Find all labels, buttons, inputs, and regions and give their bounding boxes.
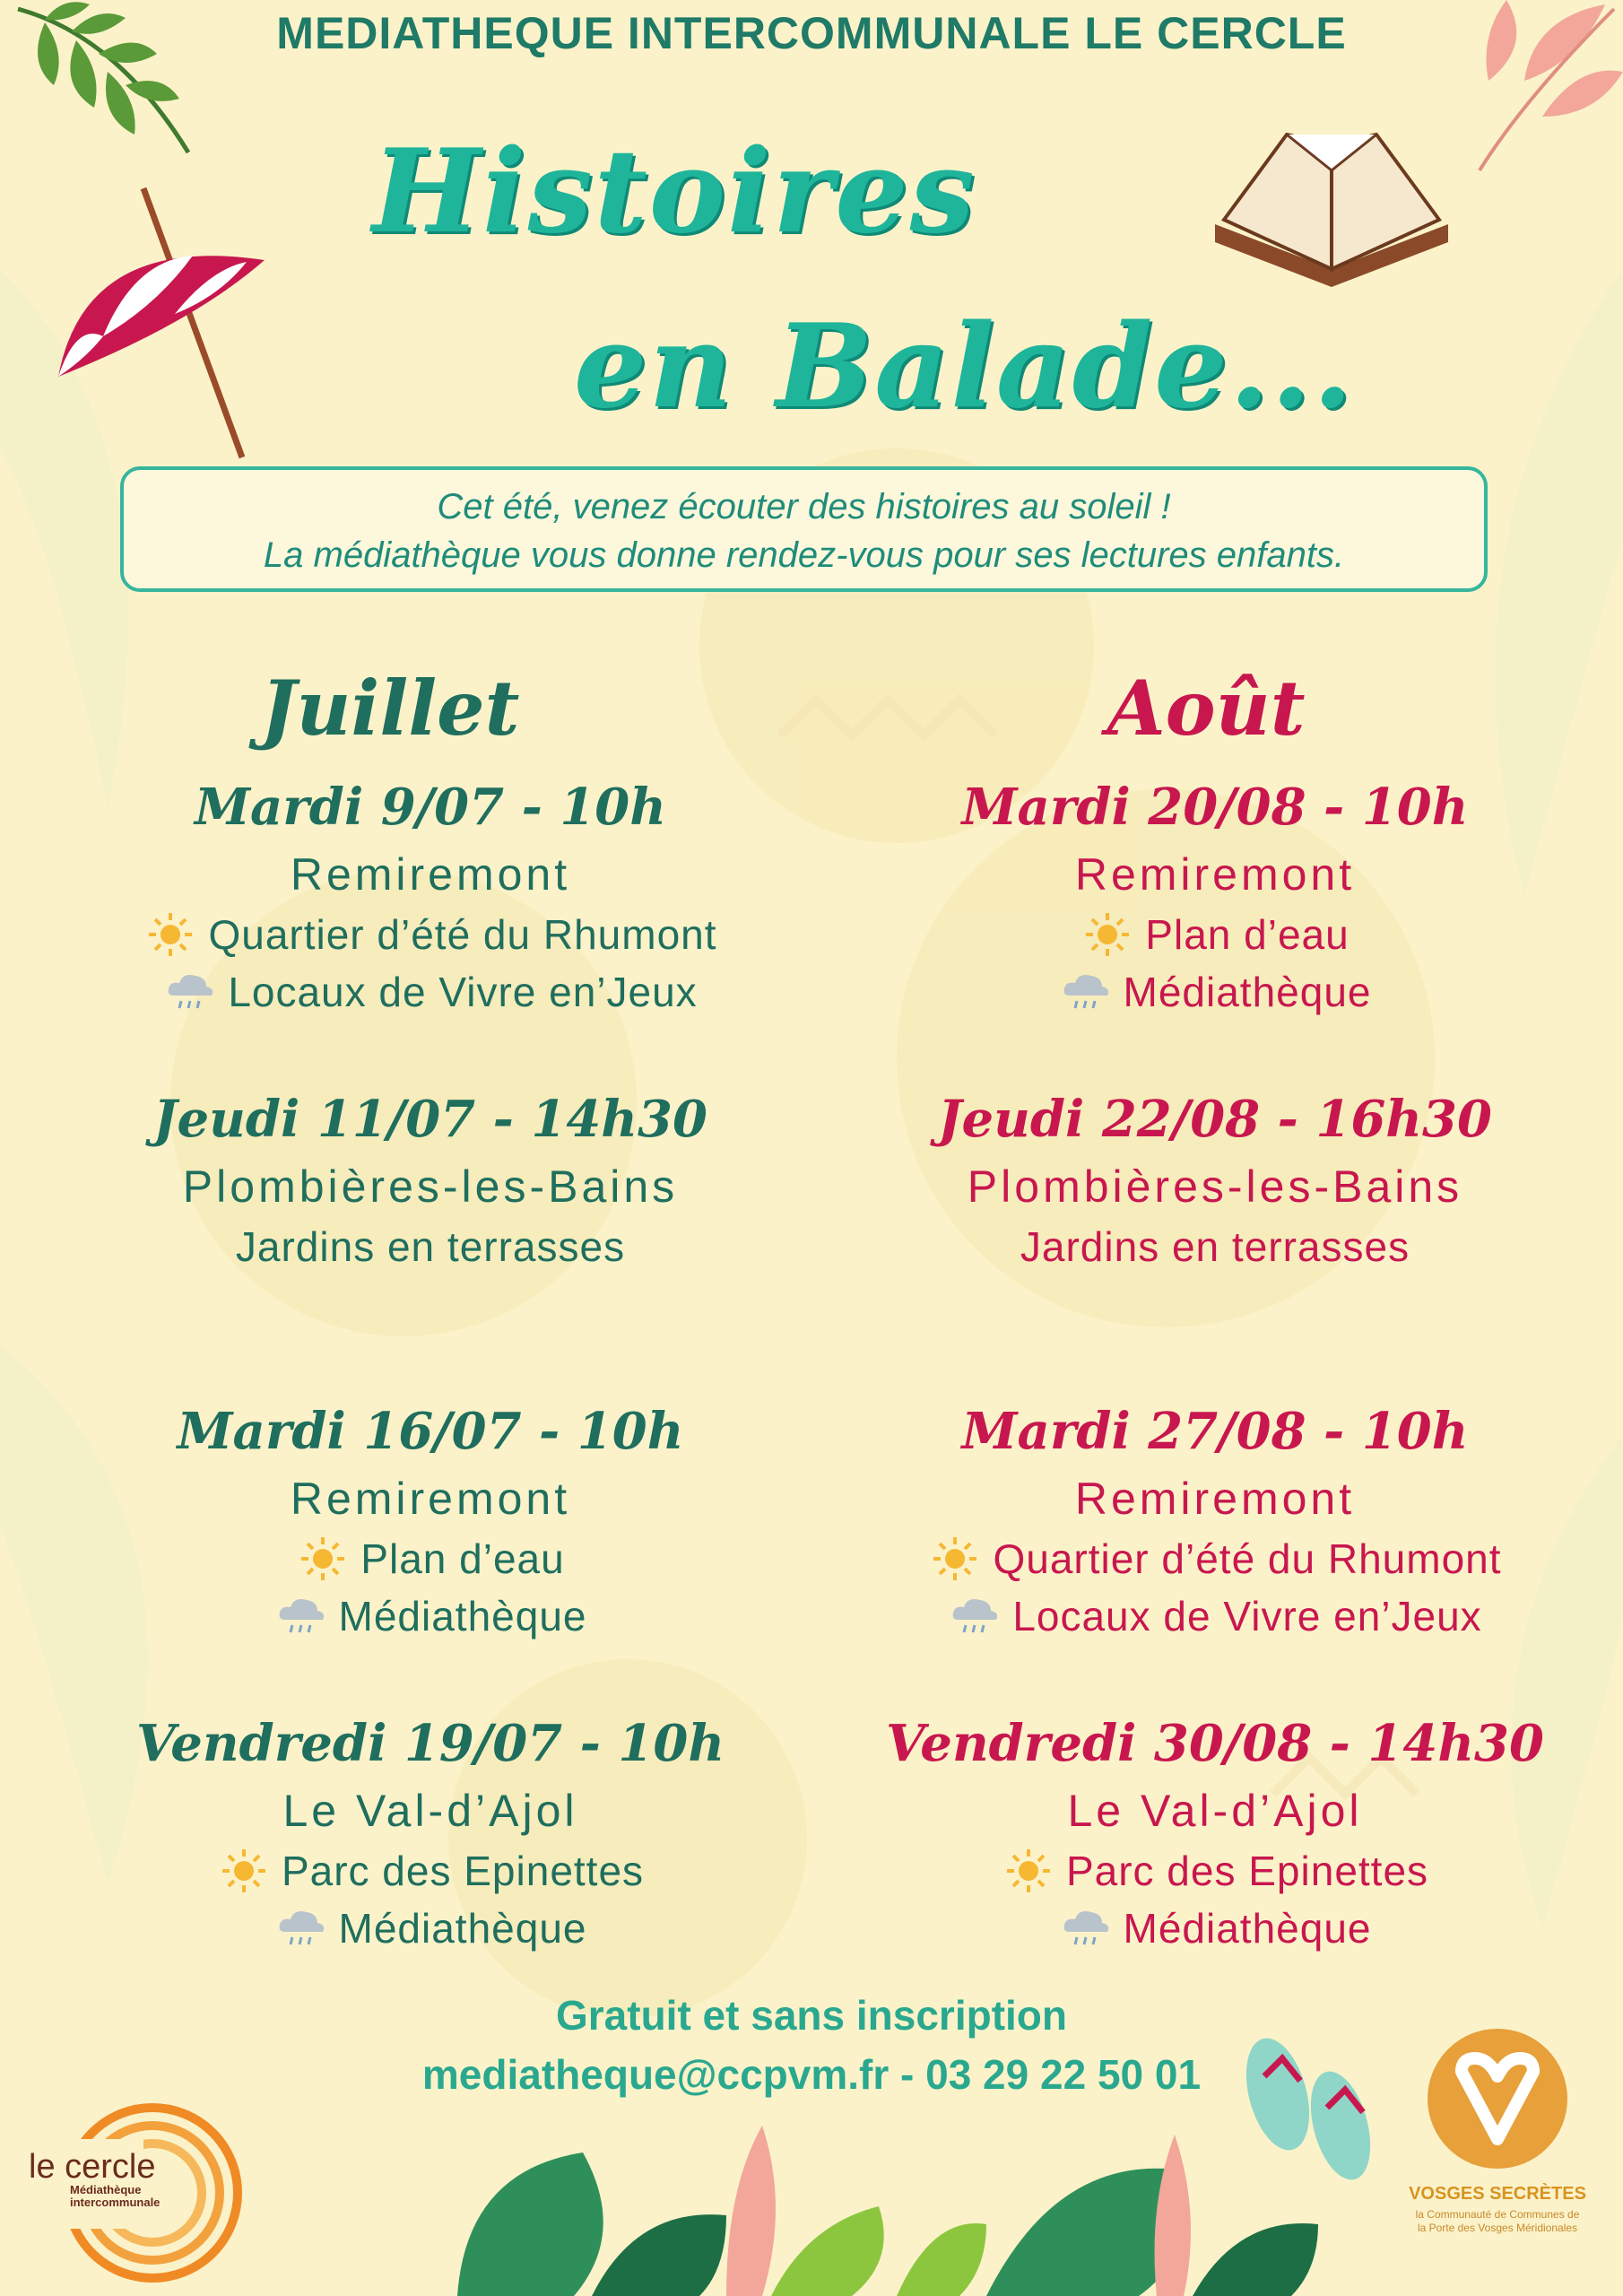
month-title: Août: [1107, 664, 1306, 752]
event-sunny-location: [812, 1842, 1619, 1900]
monstera-leaves-icon: [430, 2117, 1372, 2296]
month-column-july: [27, 646, 834, 2020]
event-card: [812, 1708, 1619, 2020]
event-town: Remiremont: [1074, 849, 1356, 900]
vosges-sub-line1: la Communauté de Communes de: [1415, 2208, 1580, 2221]
event-town: Plombières-les-Bains: [967, 1161, 1463, 1212]
sunny-location-text: Quartier d’été du Rhumont: [993, 1535, 1502, 1582]
event-rainy-location: [812, 1900, 1619, 1957]
le-cercle-logo-sub: [70, 2184, 160, 2209]
event-date: Mardi 27/08 - 10h: [961, 1402, 1469, 1461]
event-card: [812, 771, 1619, 1083]
sun-icon: [928, 1535, 982, 1582]
month-column-august: [812, 646, 1619, 2020]
event-card: [812, 1396, 1619, 1708]
rainy-location-text: Médiathèque: [1123, 969, 1372, 1015]
vosges-secretes-name: VOSGES SECRÈTES: [1409, 2184, 1586, 2204]
beach-umbrella-icon: [49, 179, 318, 466]
event-card: [27, 771, 834, 1083]
sunny-location-text: Parc des Epinettes: [281, 1848, 645, 1894]
event-date: Mardi 16/07 - 10h: [177, 1402, 684, 1461]
event-town: Remiremont: [290, 849, 571, 900]
event-date: Jeudi 11/07 - 14h30: [153, 1090, 707, 1149]
vosges-secretes-logo-icon: [1399, 2022, 1596, 2292]
event-location: Jardins en terrasses: [235, 1223, 626, 1270]
event-sunny-location: [27, 1530, 834, 1587]
event-rainy-location: [812, 1587, 1619, 1645]
event-date: Mardi 9/07 - 10h: [195, 778, 666, 837]
sunny-location-text: Plan d’eau: [1145, 911, 1350, 958]
event-rainy-location: [27, 1587, 834, 1645]
rain-cloud-icon: [1059, 969, 1113, 1015]
event-card: [812, 1083, 1619, 1396]
sunny-location-text: Quartier d’été du Rhumont: [208, 911, 717, 958]
event-town: Le Val-d’Ajol: [1067, 1786, 1363, 1836]
event-card: [27, 1708, 834, 2020]
event-sunny-location: [27, 1842, 834, 1900]
rain-cloud-icon: [1059, 1905, 1113, 1952]
rainy-location-text: Médiathèque: [338, 1593, 587, 1639]
main-title-line2: en Balade...: [574, 300, 1355, 434]
sun-icon: [1002, 1848, 1055, 1894]
footer-info: Gratuit et sans inscription: [556, 1992, 1067, 2039]
rainy-location-text: Locaux de Vivre en’Jeux: [1012, 1593, 1482, 1639]
sunny-location-text: Parc des Epinettes: [1065, 1848, 1429, 1894]
rain-cloud-icon: [163, 969, 217, 1015]
intro-line2: La médiathèque vous donne rendez-vous pour ses lectures enfants.: [263, 535, 1345, 575]
event-sunny-location: [812, 1530, 1619, 1587]
event-rainy-location: [812, 963, 1619, 1021]
vosges-secretes-sub: [1372, 2208, 1623, 2235]
event-town: Remiremont: [1074, 1474, 1356, 1524]
rainy-location-text: Locaux de Vivre en’Jeux: [228, 969, 698, 1015]
intro-line1: Cet été, venez écouter des histoires au soleil !: [437, 487, 1171, 526]
event-date: Vendredi 19/07 - 10h: [135, 1714, 725, 1773]
event-date: Vendredi 30/08 - 14h30: [886, 1714, 1544, 1773]
event-date: Mardi 20/08 - 10h: [961, 778, 1469, 837]
rain-cloud-icon: [274, 1905, 328, 1952]
sun-icon: [296, 1535, 350, 1582]
organization-title: MEDIATHEQUE INTERCOMMUNALE LE CERCLE: [276, 8, 1347, 58]
sun-icon: [143, 911, 197, 958]
event-rainy-location: [27, 1900, 834, 1957]
month-title: Juillet: [260, 664, 520, 752]
event-town: Remiremont: [290, 1474, 571, 1524]
open-book-icon: [1206, 117, 1457, 296]
rainy-location-text: Médiathèque: [338, 1905, 587, 1952]
event-card: [27, 1083, 834, 1396]
event-location: Jardins en terrasses: [1020, 1223, 1410, 1270]
event-town: Plombières-les-Bains: [182, 1161, 679, 1212]
event-rainy-location: [27, 963, 834, 1021]
event-date: Jeudi 22/08 - 16h30: [938, 1090, 1492, 1149]
vosges-sub-line2: la Porte des Vosges Méridionales: [1417, 2222, 1578, 2234]
intro-box: [120, 466, 1488, 592]
footer-contact[interactable]: mediatheque@ccpvm.fr - 03 29 22 50 01: [421, 2051, 1202, 2098]
event-sunny-location: [812, 906, 1619, 963]
rainy-location-text: Médiathèque: [1123, 1905, 1372, 1952]
sun-icon: [217, 1848, 271, 1894]
event-town: Le Val-d’Ajol: [282, 1786, 578, 1836]
rain-cloud-icon: [948, 1593, 1002, 1639]
le-cercle-logo-sub-line1: Médiathèque: [70, 2183, 142, 2196]
event-card: [27, 1396, 834, 1708]
rain-cloud-icon: [274, 1593, 328, 1639]
sunny-location-text: Plan d’eau: [360, 1535, 565, 1582]
event-sunny-location: [27, 906, 834, 963]
le-cercle-logo-name: le cercle: [29, 2148, 156, 2186]
main-title-line1: Histoires: [372, 125, 976, 259]
le-cercle-logo-sub-line2: intercommunale: [70, 2196, 161, 2209]
sun-icon: [1081, 911, 1134, 958]
